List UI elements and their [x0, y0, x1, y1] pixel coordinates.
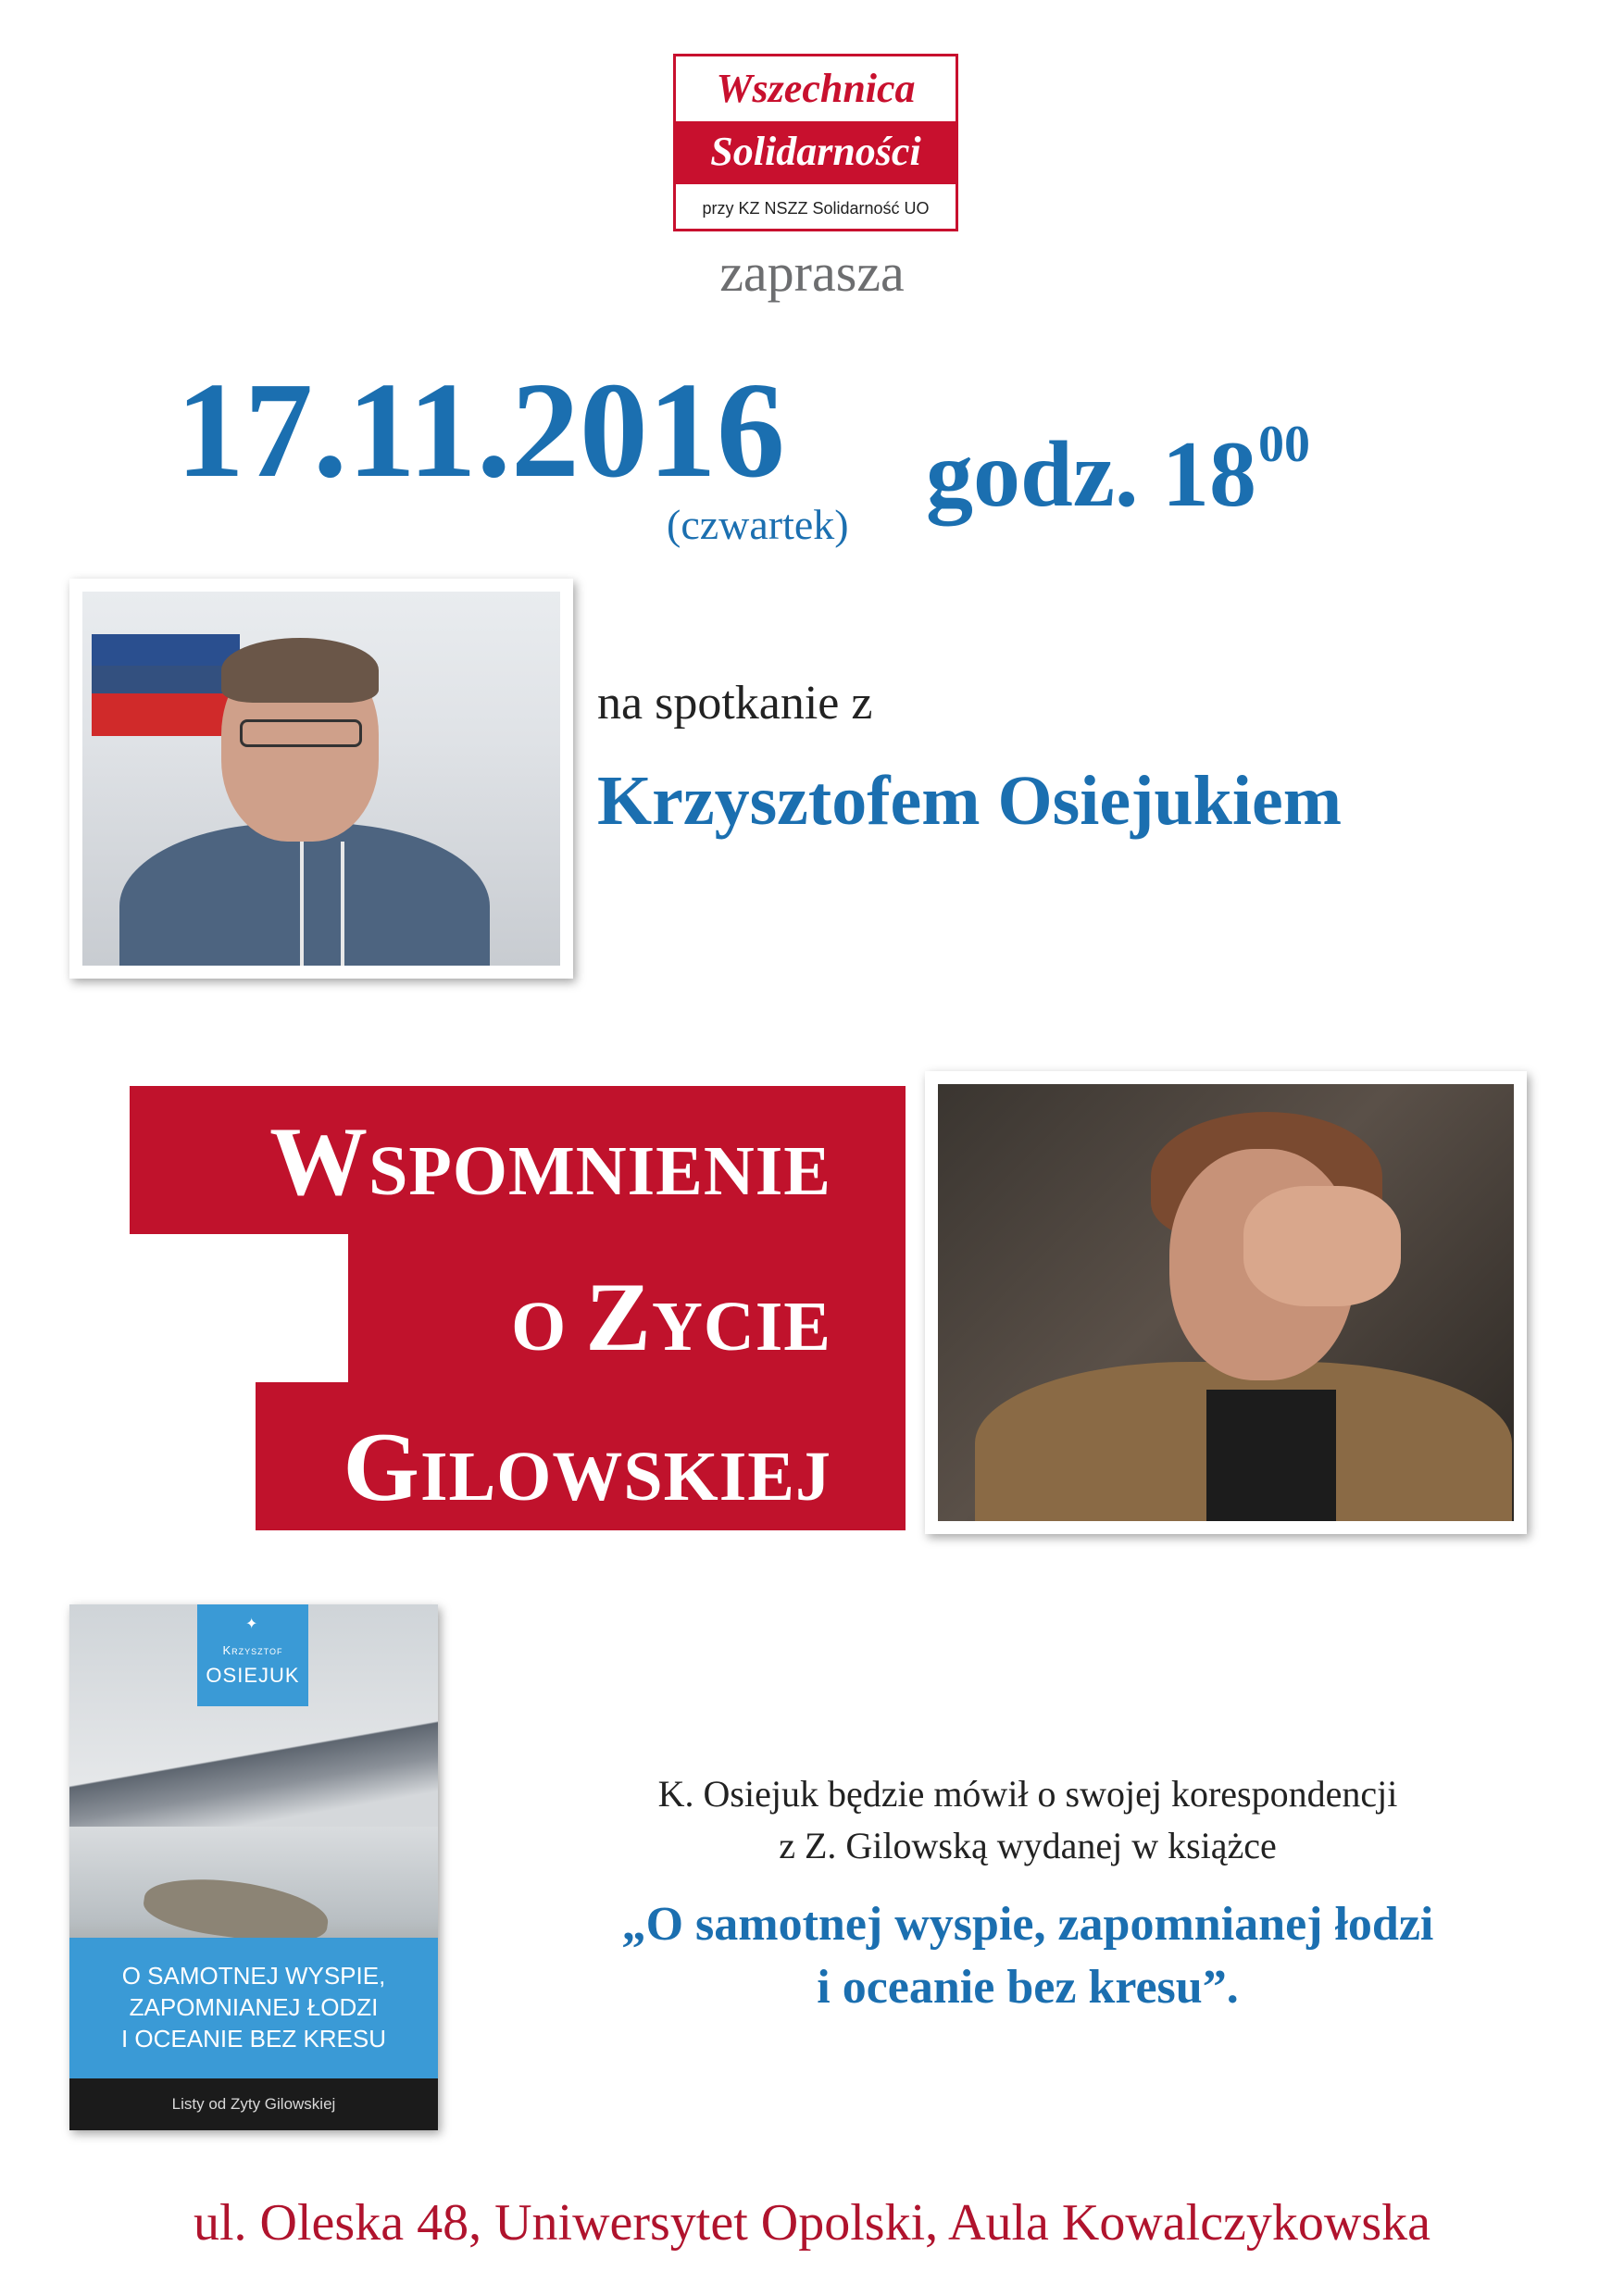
quote-line: „O samotnej wyspie, zapomnianej łodzi: [621, 1898, 1434, 1951]
book-title-line: O SAMOTNEJ WYSPIE,: [121, 1962, 386, 1990]
quote-line: i oceanie bez kresu”.: [817, 1961, 1239, 2014]
speaker-photo: [69, 579, 573, 979]
event-time-minutes: 00: [1258, 416, 1310, 473]
logo-line-3: przy KZ NSZZ Solidarność UO: [702, 199, 930, 218]
book-title-line: I OCEANIE BEZ KRESU: [120, 2025, 387, 2053]
logo-line-1: Wszechnica: [716, 66, 916, 111]
organizer-logo: [673, 54, 958, 231]
book-title-quote: [500, 1893, 1555, 2019]
speaker-name: Krzysztofem Osiejukiem: [597, 762, 1343, 840]
book-subtitle: Listy od Zyty Gilowskiej: [69, 2078, 438, 2130]
bird-icon: ✦: [245, 1616, 258, 1632]
logo-line-2: Solidarności: [676, 121, 956, 184]
book-author-last: OSIEJUK: [206, 1664, 300, 1687]
invite-text: zaprasza: [719, 243, 905, 303]
book-cover: [69, 1604, 438, 2130]
event-title-line-3: GILOWSKIEJ: [343, 1413, 831, 1521]
event-address: ul. Oleska 48, Uniwersytet Opolski, Aula Kowalczykowska: [194, 2194, 1430, 2252]
description-line: K. Osiejuk będzie mówił o swojej korespondencji: [657, 1773, 1398, 1815]
description-line: z Z. Gilowską wydanej w książce: [779, 1825, 1277, 1866]
event-time-hour: godz. 18: [926, 422, 1256, 527]
event-weekday: (czwartek): [667, 501, 849, 548]
event-title-block: [130, 1086, 906, 1530]
event-description: [500, 1768, 1555, 1872]
meeting-intro: na spotkanie z: [597, 677, 873, 730]
book-author-first: Krzysztof: [222, 1643, 283, 1657]
book-author-box: [197, 1604, 308, 1706]
book-title-line: ZAPOMNIANEJ ŁODZI: [129, 1993, 379, 2021]
portrait-photo: [925, 1071, 1527, 1534]
event-title-line-2: O ZYCIE: [511, 1263, 831, 1371]
event-date: 17.11.2016: [176, 355, 785, 506]
event-time: [926, 389, 1310, 530]
event-title-line-1: WSPOMNIENIE: [269, 1107, 831, 1216]
book-title: [69, 1938, 438, 2078]
